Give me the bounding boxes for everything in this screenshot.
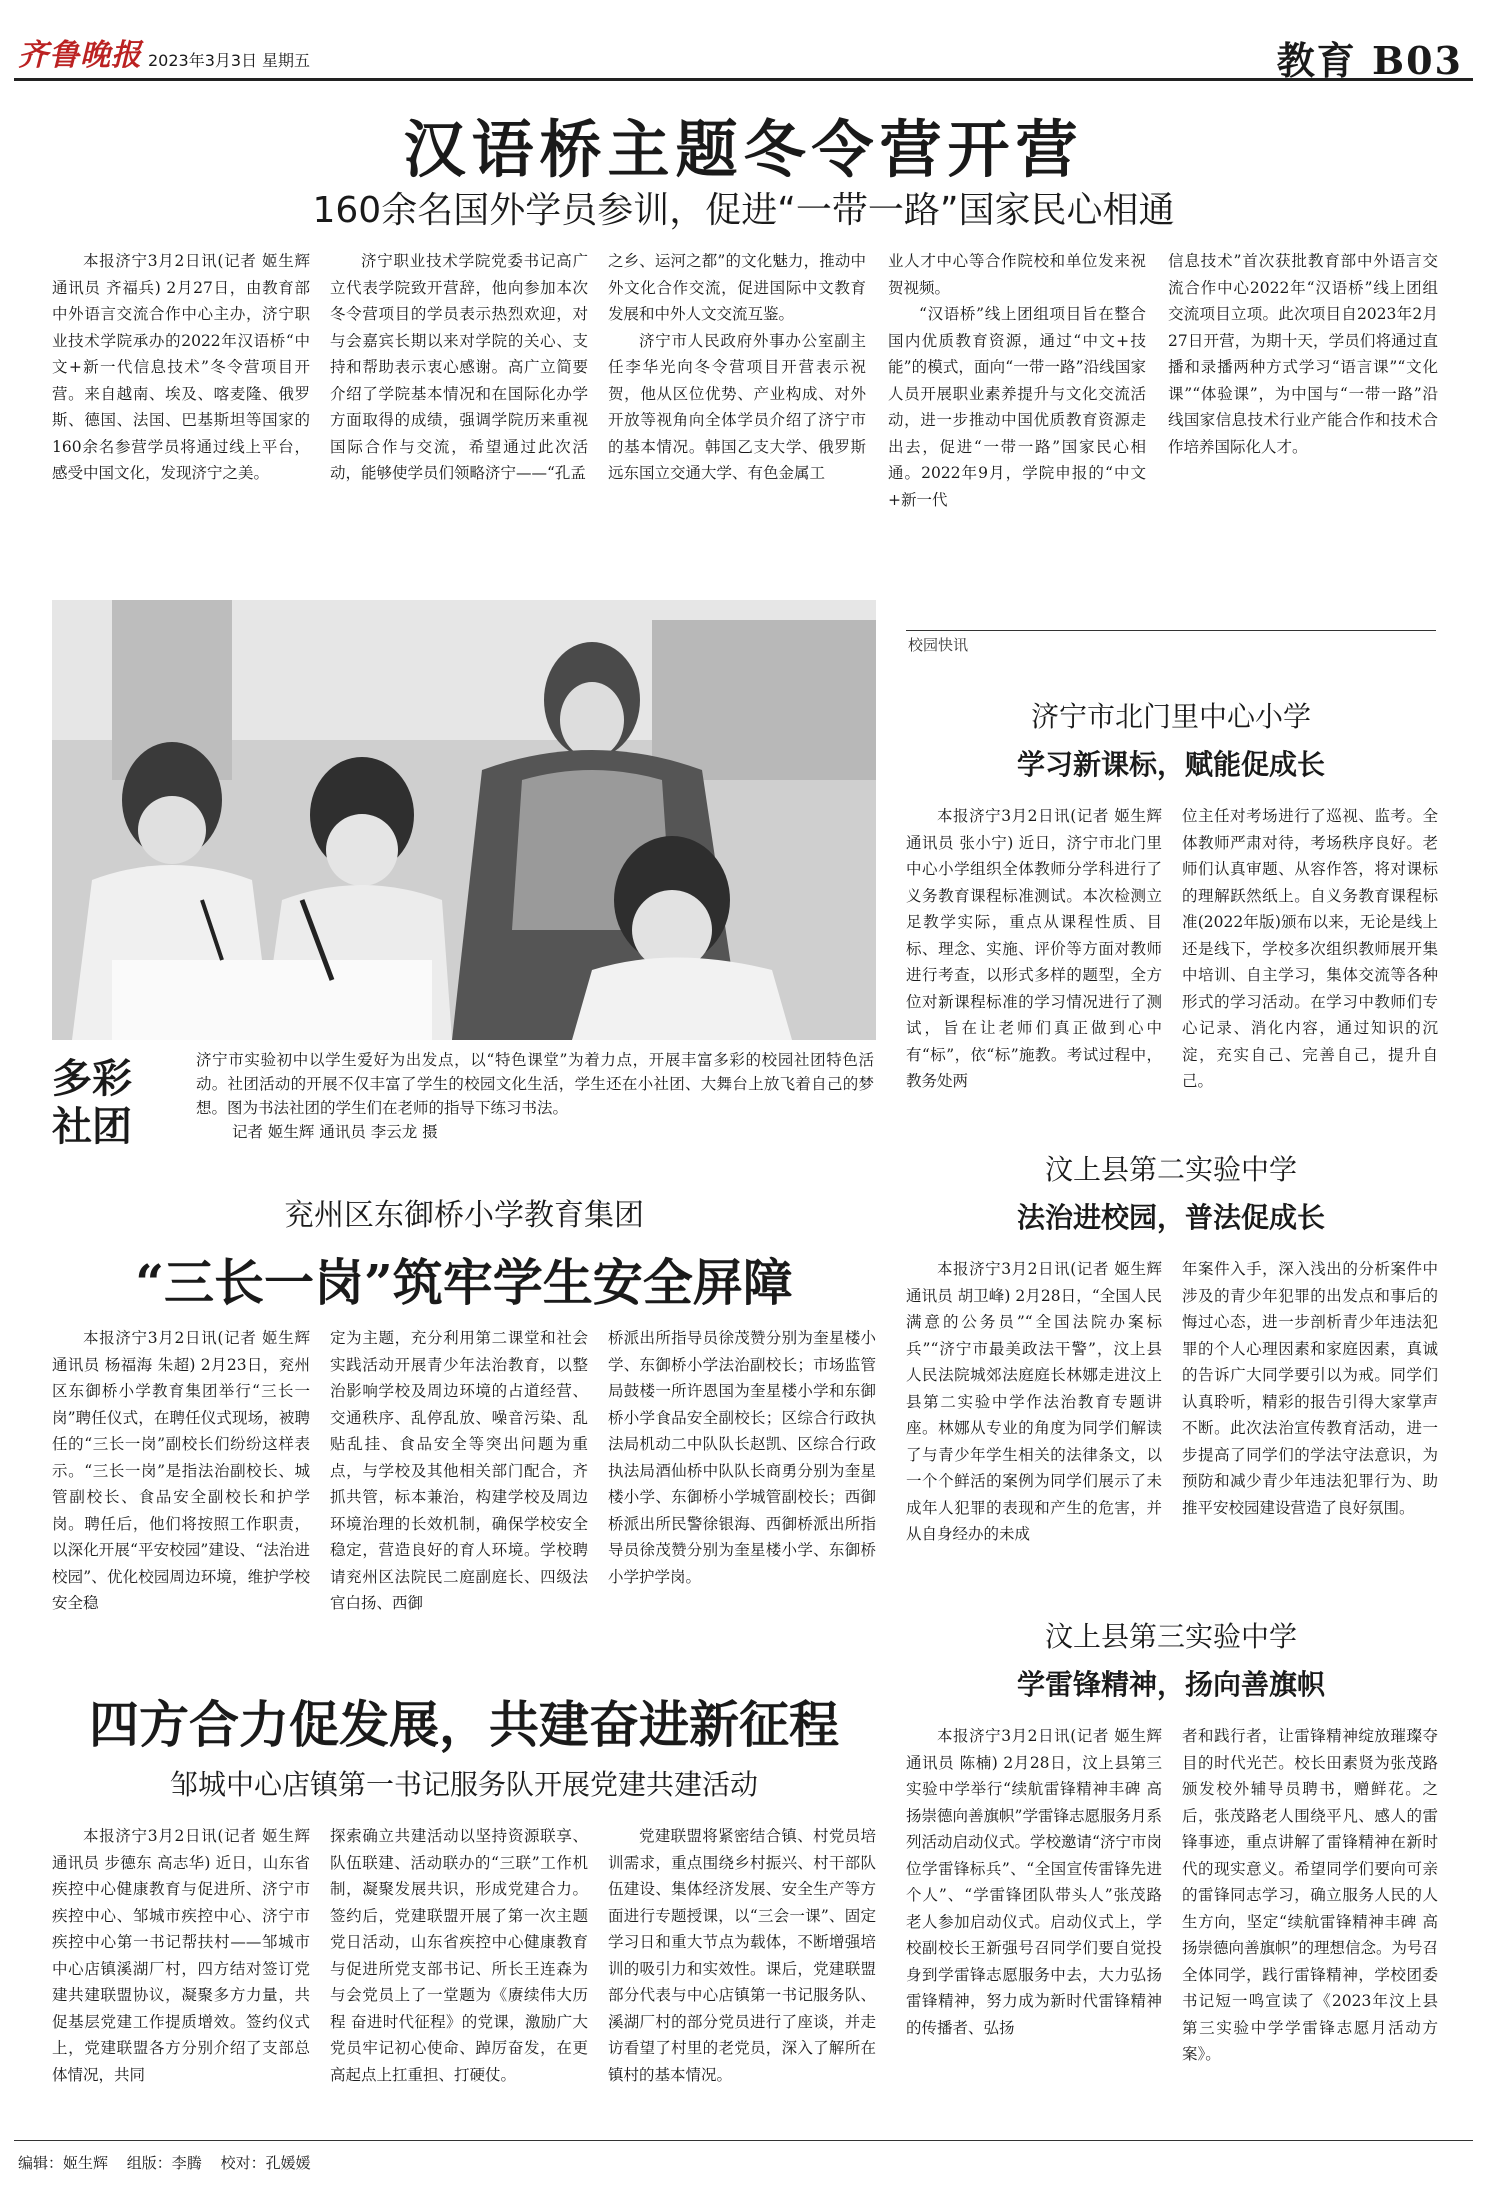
photo-caption	[196, 1048, 874, 1144]
issue-date: 2023年3月3日	[148, 51, 258, 70]
footer-proof: 校对：孔媛媛	[220, 2154, 311, 2172]
photo-label-line2: 社团	[52, 1103, 132, 1150]
safety-headline: “三长一岗”筑牢学生安全屏障	[135, 1253, 793, 1312]
main-subtitle: 160余名国外学员参训，促进“一带一路”国家民心相通	[312, 190, 1175, 231]
footer-layout: 组版：李腾	[126, 2154, 202, 2172]
news3-headline: 学雷锋精神，扬向善旗帜	[1016, 1668, 1325, 1701]
photo-credit: 记者 姬生辉 通讯员 李云龙 摄	[232, 1123, 438, 1141]
issue-weekday: 星期五	[262, 51, 311, 70]
main-column-2: 济宁职业技术学院党委书记高广立代表学院致开营辞，他向参加本次冬令营项目的学员表示热烈欢迎，对与会嘉宾长期以来对学院的关心、支持和帮助表示衷心感谢。高广立简要介绍了学院基本情况和在国际化办学方面取得的成绩，强调学院历来重视国际合作与交流，希望通过此次活动，能够使学员们领略济宁——“孔孟	[330, 252, 588, 482]
party-column-3: 党建联盟将紧密结合镇、村党员培训需求，重点围绕乡村振兴、村干部队伍建设、集体经济发展、安全生产等方面进行专题授课，以“三会一课”、固定学习日和重大节点为载体，不断增强培训的吸引力和实效性。课后，党建联盟部分代表与中心店镇第一书记服务队、溪湖厂村的部分党员进行了座谈，并走访看望了村里的老党员，深入了解所在镇村的基本情况。	[608, 1827, 876, 2084]
photo-feature-label	[52, 1055, 132, 1151]
newspaper-logo: 齐鲁晚报	[18, 38, 142, 73]
main-column-3: 之乡、运河之都”的文化魅力，推动中外文化合作交流，促进国际中文教育发展和中外人文交流互鉴。 济宁市人民政府外事办公室副主任李华光向冬令营项目开营表示祝贺，他从区位优势、产业构成、对外开放等视角向全体学员介绍了济宁市的基本情况。韩国乙支大学、俄罗斯远东国立交通大学、有色金属工	[608, 252, 866, 482]
footer-rule	[14, 2140, 1473, 2141]
page-footer	[18, 2152, 325, 2173]
party-subtitle: 邹城中心店镇第一书记服务队开展党建共建活动	[169, 1768, 758, 1801]
photo-label-line1: 多彩	[52, 1055, 132, 1102]
news2-column-b: 年案件入手，深入浅出的分析案件中涉及的青少年犯罪的出发点和事后的悔过心态，进一步剖析青少年违法犯罪的个人心理因素和家庭因素，真诚的告诉广大同学要引以为戒。同学们认真聆听，精彩的报告引得大家掌声不断。此次法治宣传教育活动，进一步提高了同学们的学法守法意识，为预防和减少青少年违法犯罪行为、助推平安校园建设营造了良好氛围。	[1182, 1260, 1438, 1517]
news3-column-a: 本报济宁3月2日讯(记者 姬生辉 通讯员 陈楠) 2月28日，汶上县第三实验中学举行“续航雷锋精神丰碑 高扬崇德向善旗帜”学雷锋志愿服务月系列活动启动仪式。学校邀请“济宁市岗位学雷锋标兵”、“全国宣传雷锋先进个人”、“学雷锋团队带头人”张茂路老人参加启动仪式。启动仪式上，学校副校长王新强号召同学们要自觉投身到学雷锋志愿服务中去，大力弘扬雷锋精神，努力成为新时代雷锋精神的传播者、弘扬	[906, 1727, 1162, 2037]
news3-column-b: 者和践行者，让雷锋精神绽放璀璨夺目的时代光芒。校长田素贤为张茂路颁发校外辅导员聘书，赠鲜花。之后，张茂路老人围绕平凡、感人的雷锋事迹，重点讲解了雷锋精神在新时代的现实意义。希望同学们要向可亲的雷锋同志学习，确立服务人民的人生方向，坚定“续航雷锋精神丰碑 高扬崇德向善旗帜”的理想信念。为号召全体同学，践行雷锋精神，学校团委书记短一鸣宣读了《2023年汶上县第三实验中学学雷锋志愿月活动方案》。	[1182, 1727, 1438, 2063]
main-column-4: 业人才中心等合作院校和单位发来祝贺视频。 “汉语桥”线上团组项目旨在整合国内优质教育资源，通过“中文+技能”的模式，面向“一带一路”沿线国家人员开展职业素养提升与文化交流活动，进一步推动中国优质教育资源走出去，促进“一带一路”国家民心相通。2022年9月，学院申报的“中文+新一代	[888, 252, 1146, 509]
main-headline: 汉语桥主题冬令营开营	[403, 113, 1084, 186]
news1-headline: 学习新课标，赋能促成长	[1016, 748, 1325, 781]
main-column-1: 本报济宁3月2日讯(记者 姬生辉 通讯员 齐福兵) 2月27日，由教育部中外语言交流合作中心主办，济宁职业技术学院承办的2022年汉语桥“中文+新一代信息技术”冬令营项目开营。来自越南、埃及、喀麦隆、俄罗斯、德国、法国、巴基斯坦等国家的160余名参营学员将通过线上平台，感受中国文化，发现济宁之美。	[52, 252, 310, 482]
section-page-label: 教育 B03	[1276, 38, 1463, 83]
safety-kicker: 兖州区东御桥小学教育集团	[284, 1198, 644, 1233]
party-headline: 四方合力促发展，共建奋进新征程	[89, 1695, 839, 1754]
news1-column-b: 位主任对考场进行了巡视、监考。全体教师严肃对待，考场秩序良好。老师们认真审题、从容作答，将对课标的理解跃然纸上。自义务教育课程标准(2022年版)颁布以来，无论是线上还是线下，学校多次组织教师展开集中培训、自主学习，集体交流等各种形式的学习活动。在学习中教师们专心记录、消化内容，通过知识的沉淀，充实自己、完善自己，提升自己。	[1182, 807, 1438, 1090]
main-column-5: 信息技术”首次获批教育部中外语言交流合作中心2022年“汉语桥”线上团组交流项目立项。此次项目自2023年2月27日开营，为期十天，学员们将通过直播和录播两种方式学习“语言课”“文化课”“体验课”，为中国与“一带一路”沿线国家信息技术行业产能合作和技术合作培养国际化人才。	[1168, 252, 1438, 456]
photo-caption-text: 济宁市实验初中以学生爱好为出发点，以“特色课堂”为着力点，开展丰富多彩的校园社团特色活动。社团活动的开展不仅丰富了学生的校园文化生活，学生还在小社团、大舞台上放飞着自己的梦想。图为书法社团的学生们在老师的指导下练习书法。	[196, 1051, 874, 1117]
header-rule	[14, 78, 1473, 81]
quick-news-label: 校园快讯	[908, 636, 969, 654]
news3-school: 汶上县第三实验中学	[1044, 1620, 1297, 1653]
news2-school: 汶上县第二实验中学	[1044, 1153, 1297, 1186]
news2-column-a: 本报济宁3月2日讯(记者 姬生辉 通讯员 胡卫峰) 2月28日，“全国人民满意的公务员”“全国法院办案标兵”“济宁市最美政法干警”，汶上县人民法院城郊法庭庭长林娜走进汶上县第二实验中学作法治教育专题讲座。林娜从专业的角度为同学们解读了与青少年学生相关的法律条文，以一个个鲜活的案例为同学们展示了未成年人犯罪的表现和产生的危害，并从自身经办的未成	[906, 1260, 1162, 1543]
safety-column-3: 桥派出所指导员徐茂赞分别为奎星楼小学、东御桥小学法治副校长；市场监管局鼓楼一所许恩国为奎星楼小学和东御桥小学食品安全副校长；区综合行政执法局机动二中队队长赵凯、区综合行政执法局酒仙桥中队队长商勇分别为奎星楼小学、东御桥小学城管副校长；西御桥派出所民警徐银海、西御桥派出所指导员徐茂赞分别为奎星楼小学、东御桥小学护学岗。	[608, 1329, 876, 1586]
photo-illustration	[52, 600, 876, 1040]
safety-column-2: 定为主题，充分利用第二课堂和社会实践活动开展青少年法治教育，以整治影响学校及周边环境的占道经营、交通秩序、乱停乱放、噪音污染、乱贴乱挂、食品安全等突出问题为重点，与学校及其他相关部门配合，齐抓共管，标本兼治，构建学校及周边环境治理的长效机制，确保学校安全稳定，营造良好的育人环境。学校聘请兖州区法院民二庭副庭长、四级法官白扬、西御	[330, 1329, 588, 1612]
footer-editor: 编辑：姬生辉	[18, 2154, 109, 2172]
news1-column-a: 本报济宁3月2日讯(记者 姬生辉 通讯员 张小宁) 近日，济宁市北门里中心小学组织全体教师分学科进行了义务教育课程标准测试。本次检测立足教学实际，重点从课程性质、目标、理念、实施、评价等方面对教师进行考查，以形式多样的题型，全方位对新课程标准的学习情况进行了测试，旨在让老师们真正做到心中有“标”，依“标”施教。考试过程中，教务处两	[906, 807, 1162, 1090]
safety-column-1: 本报济宁3月2日讯(记者 姬生辉 通讯员 杨福海 朱超) 2月23日，兖州区东御桥小学教育集团举行“三长一岗”聘任仪式，在聘任仪式现场，被聘任的“三长一岗”副校长们纷纷这样表示。“三长一岗”是指法治副校长、城管副校长、食品安全副校长和护学岗。聘任后，他们将按照工作职责，以深化开展“平安校园”建设、“法治进校园”、优化校园周边环境，维护学校安全稳	[52, 1329, 310, 1612]
party-column-1: 本报济宁3月2日讯(记者 姬生辉 通讯员 步德东 高志华) 近日，山东省疾控中心健康教育与促进所、济宁市疾控中心、邹城市疾控中心、济宁市疾控中心第一书记帮扶村——邹城市中心店镇溪湖厂村，四方结对签订党建共建联盟协议，凝聚多方力量，共促基层党建工作提质增效。签约仪式上，党建联盟各方分别介绍了支部总体情况，共同	[52, 1827, 310, 2084]
news1-school: 济宁市北门里中心小学	[1030, 700, 1311, 733]
news2-headline: 法治进校园，普法促成长	[1016, 1201, 1325, 1234]
quick-news-rule	[906, 630, 1436, 631]
party-column-2: 探索确立共建活动以坚持资源联享、队伍联建、活动联办的“三联”工作机制，凝聚发展共识，形成党建合力。签约后，党建联盟开展了第一次主题党日活动，山东省疾控中心健康教育与促进所党支部书记、所长王连森为与会党员上了一堂题为《赓续伟大历程 奋进时代征程》的党课，激励广大党员牢记初心使命、踔厉奋发，在更高起点上扛重担、打硬仗。	[330, 1827, 588, 2084]
calligraphy-club-photo	[52, 600, 876, 1040]
